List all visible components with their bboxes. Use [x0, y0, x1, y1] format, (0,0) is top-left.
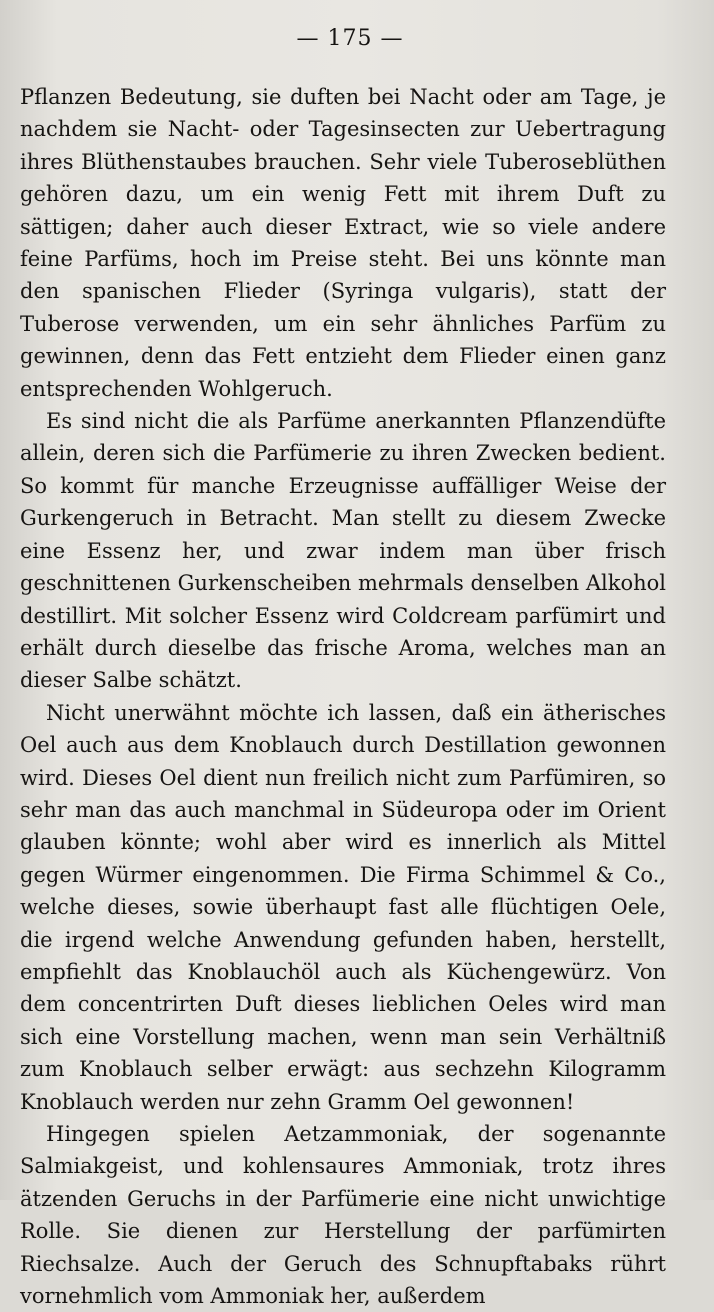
paragraph-4: Hingegen spielen Aetzammoniak, der sogenannte Salmiakgeist, und kohlensaures Ammoniak, trotz ihres ätzenden Geruchs in der Parfümerie eine nicht unwichtige Rolle. Sie dienen zur Herstellung der parfümirten Riechsalze. Auch der Geruch des Schnupftabaks rührt vornehmlich vom Ammoniak her, außerdem [20, 1122, 666, 1309]
paragraph-2: Es sind nicht die als Parfüme anerkannten Pflanzendüfte allein, deren sich die Parfümerie zu ihren Zwecken bedient. So kommt für manche Erzeugnisse auffälliger Weise der Gurkengeruch in Betracht. Man stellt zu diesem Zwecke eine Essenz her, und zwar indem man über frisch geschnittenen Gurkenscheiben mehrmals denselben Alkohol destillirt. Mit solcher Essenz wird Coldcream parfümirt und erhält durch dieselbe das frische Aroma, welches man an dieser Salbe schätzt. [20, 409, 666, 693]
paragraph-3: Nicht unerwähnt möchte ich lassen, daß ein ätherisches Oel auch aus dem Knoblauch durch Destillation gewonnen wird. Dieses Oel dient nun freilich nicht zum Parfümiren, so sehr man das auch manchmal in Südeuropa oder im Orient glauben könnte; wohl aber wird es innerlich als Mittel gegen Würmer eingenommen. Die Firma Schimmel & Co., welche dieses, sowie überhaupt fast alle flüchtigen Oele, die irgend welche Anwendung gefunden haben, herstellt, empfiehlt das Knoblauchöl auch als Küchengewürz. Von dem concentrirten Duft dieses lieblichen Oeles wird man sich eine Vorstellung machen, wenn man sein Verhältniß zum Knoblauch selber erwägt: aus sechzehn Kilogramm Knoblauch werden nur zehn Gramm Oel gewonnen! [20, 700, 666, 1114]
page-number: — 175 — [296, 26, 404, 51]
paragraph-1: Pflanzen Bedeutung, sie duften bei Nacht oder am Tage, je nachdem sie Nacht- oder Tagesinsecten zur Uebertragung ihres Blüthenstaubes brauchen. Sehr viele Tuberoseblüthen gehören dazu, um ein wenig Fett mit ihrem Duft zu sättigen; daher auch dieser Extract, wie so viele andere feine Parfüms, hoch im Preise steht. Bei uns könnte man den spanischen Flieder (Syringa vulgaris), statt der Tuberose verwenden, um ein sehr ähnliches Parfüm zu gewinnen, denn das Fett entzieht dem Flieder einen ganz entsprechenden Wohlgeruch. [20, 85, 666, 401]
